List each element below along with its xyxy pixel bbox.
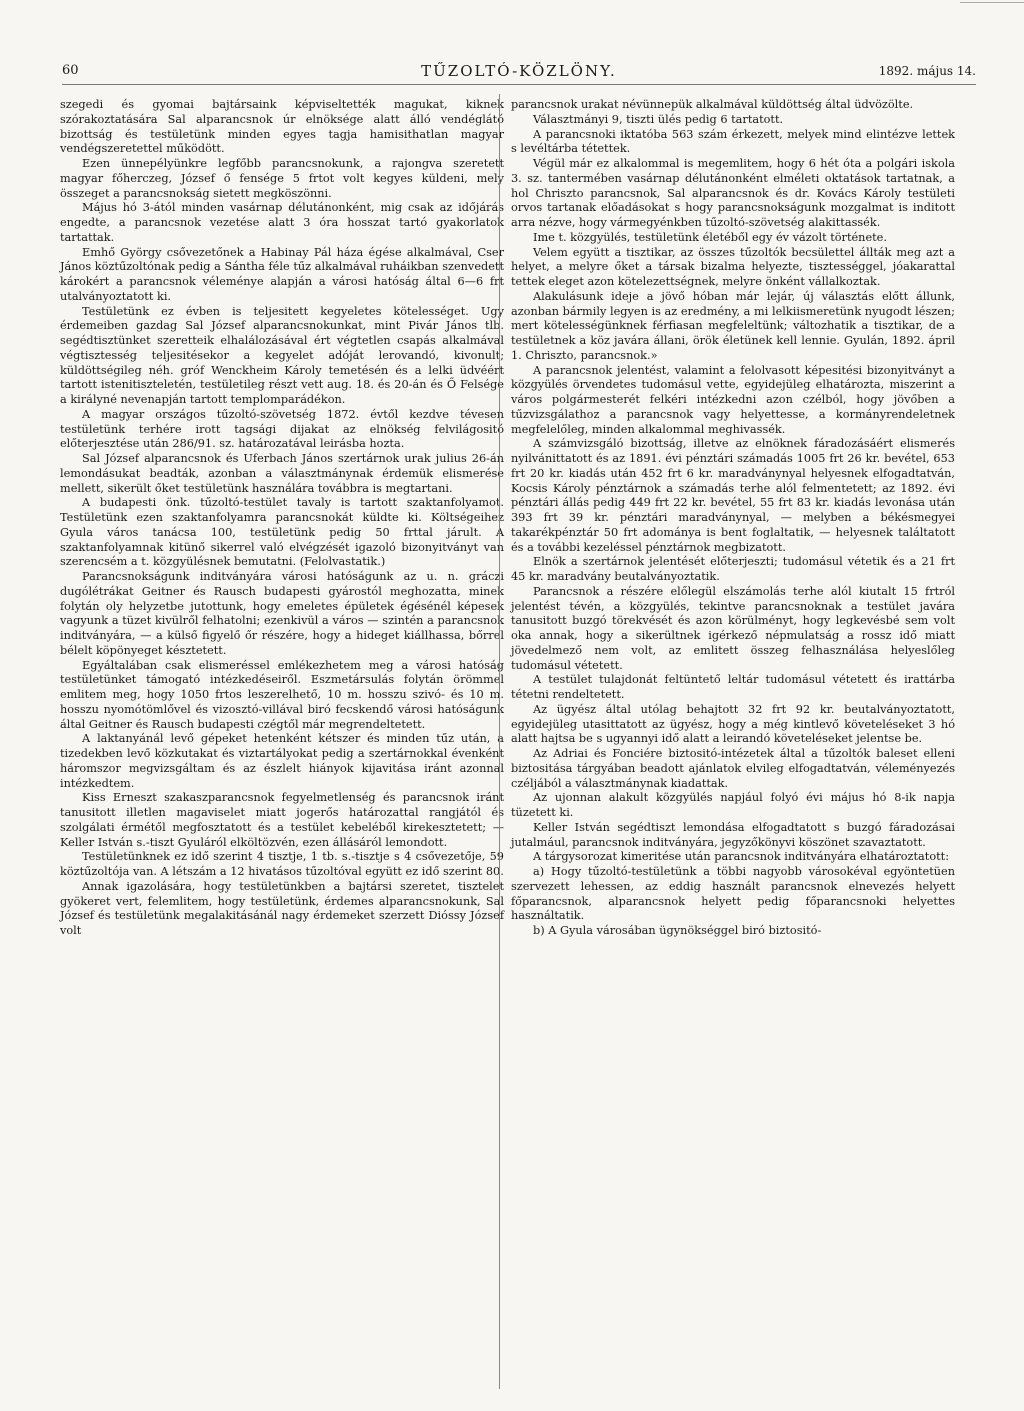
paragraph: A budapesti önk. tűzoltó-testület tavaly is tartott szaktanfolyamot. Testületünk ezen szaktanfolyamra parancsnokát küldte ki. Költségeihez Gyula város tanácsa 100, testületünk pedig 50 frttal járult. A szaktanfolyamnak kitünő sikerrel való elvégzését igazoló bizonyitványt van szerencsém a t. közgyülésnek bemutatni. (Felolvastatik.) [60,496,504,569]
paragraph: Az ügyész által utólag behajtott 32 frt 92 kr. beutalványoztatott, egyidejüleg utasittatott az ügyész, hogy a még kintlevő követeléseket 3 hó alatt hajtsa be s ugyannyi idő alatt a leirandó követeléseket jelentse be. [511,702,955,746]
paragraph: Ime t. közgyülés, testületünk életéből egy év vázolt története. [533,230,887,244]
page-header [62,62,976,85]
paragraph: szegedi és gyomai bajtársaink képviseltették magukat, kiknek szórakoztatására Sal alparancsnok úr elnöksége alatt álló vendéglátó bizottság és testületünk minden egyes tagja hamisithatlan magyar vendégszeretettel működött. [60,98,504,156]
paragraph: Testületünknek ez idő szerint 4 tisztje, 1 tb. s.-tisztje s 4 csővezetője, 59 köztűzoltója van. A létszám a 12 hivatásos tűzoltóval együtt ez idő szerint 80. [60,850,504,878]
paragraph: Sal József alparancsnok és Uferbach János szertárnok urak julius 26-án lemondásukat beadták, azonban a választmánynak érdemük elismerése mellett, sikerült őket testületünk használára továbbra is megtartani. [60,452,504,495]
paragraph: A magyar országos tűzoltó-szövetség 1872. évtől kezdve tévesen testületünk terhére irott tagsági dijakat az elnökség felvilágositó előterjesztése után 286/91. sz. határozatával leirásba hozta. [60,407,504,451]
paragraph: b) A Gyula városában ügynökséggel biró biztositó- [533,924,822,937]
journal-title: TŰZOLTÓ-KÖZLÖNY. [421,62,617,80]
page-number: 60 [62,63,79,78]
column-divider [499,94,500,1389]
paragraph: Egyáltalában csak elismeréssel emlékezhetem meg a városi hatóság testületünket támogató intézkedéseiről. Eszmetársulás folytán örömmel emlitem meg, hogy 1050 frtos leszerelhető, 10 m. hosszu szivó- és 10 m. hosszu nyomótömlővel és vizosztó-villával biró fecskendő városi hatóságunk által Geitner és Rausch budapesti czégtől már megrendeltetett. [60,658,504,731]
paragraph: Elnök a szertárnok jelentését előterjeszti; tudomásul vétetik és a 21 frt 45 kr. maradvány beutalványoztatik. [511,555,955,583]
paragraph: A parancsnoki iktatóba 563 szám érkezett, melyek mind elintézve lettek s levéltárba tétettek. [511,127,955,156]
paragraph: Ezen ünnepélyünkre legfőbb parancsnokunk, a rajongva szeretett magyar főherczeg, József ő fensége 5 frtot volt kegyes küldeni, mely összeget a parancsnokság sietett megköszönni. [60,157,504,200]
paragraph: A testület tulajdonát feltüntető leltár tudomásul vétetett és irattárba tétetni rendeltetett. [511,673,955,701]
paragraph: Parancsnokságunk inditványára városi hatóságunk az u. n. gráczi dugólétrákat Geitner és Rausch budapesti gyárostól meghozatta, minek folytán oly helyzetbe jutottunk, hogy emeletes épületek égésénél képesek vagyunk a tüzet kivülről felhatolni; ezenkivül a város — szintén a parancsnok inditványára, — a külső figyelő őr részére, hogy a hideget kiállhassa, bőrrel bélelt köpönyeget késztetett. [60,570,504,657]
paragraph: A számvizsgáló bizottság, illetve az elnöknek fáradozásáért elismerés nyilvánittatott és az 1891. évi pénztári számadás 1005 frt 26 kr. bevétel, 653 frt 20 kr. kiadás után 452 frt 6 kr. maradványnyal helyesnek elfogadtatván, Kocsis Károly pénztárnok a számadás terhe alól felmentetett; az 1892. évi pénztári állás pedig 449 frt 22 kr. bevétel, 55 frt 83 kr. kiadás levonása után 393 frt 39 kr. pénztári maradványnyal, — melyben a békésmegyei takarékpénztár 50 frt adománya is bent foglaltatik, — helyesnek találtatott és a további kezeléssel pénztárnok megbizatott. [511,437,955,554]
paragraph: Velem együtt a tisztikar, az összes tűzoltók becsülettel állták meg azt a helyet, a melyre őket a társak bizalma helyezte, tisztességgel, jóakarattal tettek eleget azon kötelezettségnek, melyre önként vállalkoztak. [511,245,955,288]
paragraph: A tárgysorozat kimeritése után parancsnok inditványára elhatároztatott: [533,850,950,864]
paragraph: Végül már ez alkalommal is megemlitem, hogy 6 hét óta a polgári iskola 3. sz. tantermében vasárnap délutánonként elméleti oktatások tartatnak, a hol Chriszto parancsnok, Sal alparancsnok és dr. Kovács Károly testületi orvos tartanak előadásokat s hogy parancsnokságunk mozgalmat is inditott arra nézve, hogy vármegyénkben tűzoltó-szövetség alakittassék. [511,157,955,229]
paragraph: Keller István segédtiszt lemondása elfogadtatott s buzgó fáradozásai jutalmául, parancsnok inditványára, jegyzőkönyvi köszönet szavaztatott. [511,820,955,849]
paragraph: A parancsnok jelentést, valamint a felolvasott képesitési bizonyitványt a közgyülés örvendetes tudomásul vette, egyidejüleg elhatározta, miszerint a város polgármesterét felkéri intézkedni azon czélból, hogy jövőben a tűzvizsgálathoz a parancsnok vagy helyettesse, a kormányrendeletnek megfelelőleg, minden alkalommal meghivassék. [511,363,955,436]
paragraph: Parancsnok a részére előlegül elszámolás terhe alól kiutalt 15 frtról jelentést tévén, a közgyülés, tekintve parancsnoknak a testület javára tanusitott buzgó törekvését és azon körülményt, hogy legkevésbé sem volt oka annak, hogy a sikerültnek igérkező népmulatság a rossz idő miatt jövedelmező nem volt, az emlitett összeg felhasználása helyeslőleg tudomásul vétetett. [511,584,955,672]
paragraph: Az ujonnan alakult közgyülés napjául folyó évi május hó 8-ik napja tüzetett ki. [511,791,955,819]
paragraph: Annak igazolására, hogy testületünkben a bajtársi szeretet, tisztelet gyökeret vert, felemlitem, hogy testületünk, érdemes alparancsnokunk, Sal József és testületünk megalakitásánál nagy érdemeket szerzett Dióssy József volt [60,879,504,937]
left-column [60,98,504,939]
top-rule [960,2,1024,3]
paragraph: Alakulásunk ideje a jövő hóban már lejár, új választás előtt állunk, azonban bármily legyen is az eredmény, a mi lelkiismeretünk nyugodt lészen; mert kötelességünknek férfiasan megfeleltünk; változhatik a tisztikar, de a testületnek a köz javára állani, örök életünek kell lennie. Gyulán, 1892. ápril 1. Chriszto, parancsnok.» [511,289,955,362]
paragraph: Kiss Erneszt szakaszparancsnok fegyelmetlenség és parancsnok iránt tanusitott illetlen magaviselet miatt jogerős határozattal rangjától és szolgálati érmétől megfosztatott és a testület kebeléből kirekesztetett; — Keller István s.-tiszt Gyuláról elköltözvén, ezen állásáról lemondott. [60,791,504,849]
paragraph: a) Hogy tűzoltó-testületünk a többi nagyobb városokéval egyöntetüen szervezett lehessen, az eddig használt parancsnok elnevezés helyett főparancsnok, alparancsnok helyett pedig főparancsnoki helyettes használtatik. [511,865,955,923]
paragraph: Testületünk ez évben is teljesitett kegyeletes kötelességet. Ugy érdemeiben gazdag Sal József alparancsnokunkat, mint Pivár János tlb. segédtisztünket szeretteik elhalálozásával ért végtetlen csapás alkalmával végtisztesség teljesitésekor a kegyelet adóját lerovandó, kivonult; küldöttségileg néh. gróf Wenckheim Károly temetésén és a lelki üdvéért tartott istenitiszteletén, testületileg részt vett aug. 18. és 20-án és Ő Felsége a királyné nevenapján tartott templomparádékon. [60,304,504,406]
paragraph: Emhő György csővezetőnek a Habinay Pál háza égése alkalmával, Cser János köztűzoltónak pedig a Sántha féle tűz alkalmával ruháikban szenvedett károkért a parancsnok véleménye alapján a városi hatóság által 6—6 frt utalványoztatott ki. [60,245,504,303]
paragraph: parancsnok urakat névünnepük alkalmával küldöttség által üdvözölte. [511,98,914,111]
paragraph: Választmányi 9, tiszti ülés pedig 6 tartatott. [533,112,784,126]
right-column [511,98,955,939]
issue-date: 1892. május 14. [878,64,976,78]
paragraph: Május hó 3-ától minden vasárnap délutánonként, mig csak az időjárás engedte, a parancsnok vezetése alatt 3 óra hosszat tartó gyakorlatok tartattak. [60,201,504,244]
paragraph: Az Adriai és Fonciére biztositó-intézetek által a tűzoltók baleset elleni biztositása tárgyában beadott ajánlatok elvileg elfogadtatván, véleményezés czéljából a választmánynak kiadattak. [511,747,955,790]
paragraph: A laktanyánál levő gépeket hetenként kétszer és minden tűz után, a tizedekben levő közkutakat és viztartályokat pedig a szertárnokkal évenként háromszor megvizsgáltam és az észlelt hiányok kijavitása iránt azonnal intézkedtem. [60,732,504,790]
